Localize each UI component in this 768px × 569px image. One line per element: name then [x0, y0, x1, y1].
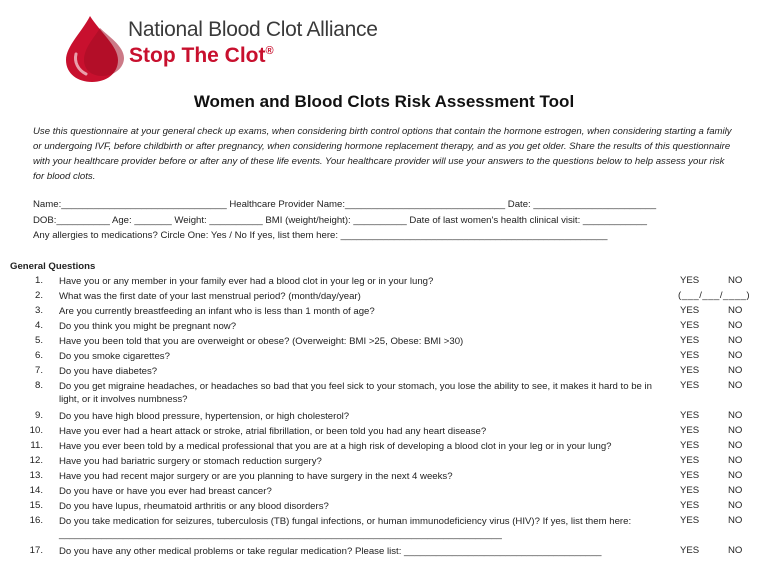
intro-paragraph: Use this questionnaire at your general check up exams, when considering birth control options that contain the hormone estrogen, when considering starting a family or undergoing IVF, before childbirth or after pregnancy, when considering hormone replacement therapy, and as you get older. Share the results of this questionnaire with your healthcare provider before or after any of these life events. Your healthcare provider will use your answers to the questions below to help assess your risk for blood clots.	[33, 126, 732, 182]
no-option[interactable]: NO	[728, 515, 743, 526]
registered-mark: ®	[265, 45, 274, 57]
yes-option[interactable]: YES	[680, 485, 700, 496]
no-option[interactable]: NO	[728, 305, 743, 316]
date-field[interactable]: (___/___/____)	[678, 290, 751, 301]
yes-option[interactable]: YES	[680, 455, 700, 466]
page-title: Women and Blood Clots Risk Assessment Tool	[193, 92, 575, 111]
org-name: National Blood Clot Alliance	[128, 18, 378, 41]
no-option[interactable]: NO	[728, 485, 743, 496]
yes-option[interactable]: YES	[680, 410, 700, 421]
no-option[interactable]: NO	[728, 425, 743, 436]
yes-option[interactable]: YES	[680, 350, 700, 361]
no-option[interactable]: NO	[728, 455, 743, 466]
yes-option[interactable]: YES	[680, 470, 700, 481]
yes-option[interactable]: YES	[680, 275, 700, 286]
no-option[interactable]: NO	[728, 365, 743, 376]
no-option[interactable]: NO	[728, 440, 743, 451]
no-option[interactable]: NO	[728, 320, 743, 331]
yes-option[interactable]: YES	[680, 365, 700, 376]
yes-option[interactable]: YES	[680, 425, 700, 436]
tagline: Stop The Clot®	[129, 44, 274, 67]
form-row-name[interactable]: Name:_______________________________ Healthcare Provider Name:______________________________ Date: _______________________	[33, 199, 657, 210]
yes-option[interactable]: YES	[680, 500, 700, 511]
no-option[interactable]: NO	[728, 410, 743, 421]
yes-option[interactable]: YES	[680, 335, 700, 346]
yes-option[interactable]: YES	[680, 380, 700, 391]
no-option[interactable]: NO	[728, 545, 743, 556]
section-heading: General Questions	[10, 261, 96, 272]
no-option[interactable]: NO	[728, 500, 743, 511]
blood-drop-icon	[62, 14, 128, 84]
logo	[62, 14, 392, 84]
no-option[interactable]: NO	[728, 275, 743, 286]
yes-option[interactable]: YES	[680, 320, 700, 331]
no-option[interactable]: NO	[728, 350, 743, 361]
yes-option[interactable]: YES	[680, 545, 700, 556]
no-option[interactable]: NO	[728, 335, 743, 346]
yes-option[interactable]: YES	[680, 305, 700, 316]
form-row-dob[interactable]: DOB:__________ Age: _______ Weight: __________ BMI (weight/height): __________ Date of last women's health clinical visit: ____________	[33, 215, 647, 226]
no-option[interactable]: NO	[728, 380, 743, 391]
form-row-allergies[interactable]: Any allergies to medications? Circle One: Yes / No If yes, list them here: __________________________________________________	[33, 230, 608, 241]
yes-option[interactable]: YES	[680, 440, 700, 451]
no-option[interactable]: NO	[728, 470, 743, 481]
yes-option[interactable]: YES	[680, 515, 700, 526]
